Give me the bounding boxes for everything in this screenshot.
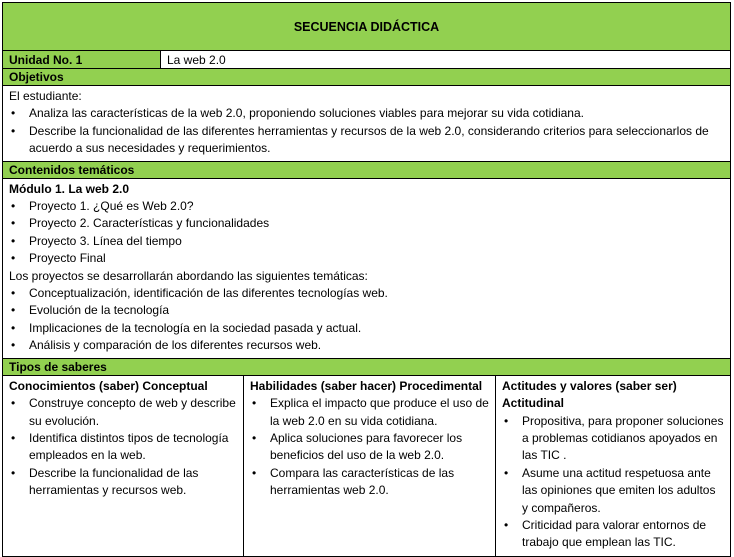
conceptual-list	[9, 395, 237, 499]
contenidos-body	[3, 179, 730, 359]
conceptual-column	[3, 376, 244, 556]
actitudinal-column	[496, 376, 730, 556]
document-title: SECUENCIA DIDÁCTICA	[3, 3, 730, 51]
objetivos-intro: El estudiante:	[9, 89, 82, 103]
unit-label: Unidad No. 1	[3, 51, 161, 68]
list-item: • Asume una actitud respetuosa ante las opiniones que emiten los adultos y compañeros.	[502, 465, 724, 517]
objetivos-body	[3, 86, 730, 162]
list-item: • Implicaciones de la tecnología en la sociedad pasada y actual.	[9, 320, 724, 337]
list-item: • Explica el impacto que produce el uso de la web 2.0 en su vida cotidiana.	[250, 395, 489, 430]
list-item: • Aplica soluciones para favorecer los beneficios del uso de la web 2.0.	[250, 430, 489, 465]
list-item: • Análisis y comparación de los diferentes recursos web.	[9, 337, 724, 354]
didactic-sequence-table	[2, 2, 731, 557]
unit-value: La web 2.0	[167, 53, 226, 67]
list-item: • Compara las características de las herramientas web 2.0.	[250, 465, 489, 500]
list-item: • Evolución de la tecnología	[9, 302, 724, 319]
actitudinal-title: Actitudes y valores (saber ser) Actitudinal	[502, 378, 677, 411]
objetivos-heading: Objetivos	[3, 69, 730, 86]
procedimental-list	[250, 395, 489, 499]
saberes-columns	[3, 376, 730, 556]
list-item: • Conceptualización, identificación de las diferentes tecnologías web.	[9, 285, 724, 302]
procedimental-column	[244, 376, 496, 556]
list-item: • Identifica distintos tipos de tecnología empleados en la web.	[9, 430, 237, 465]
procedimental-title: Habilidades (saber hacer) Procedimental	[250, 378, 483, 393]
list-item: • Proyecto 1. ¿Qué es Web 2.0?	[9, 198, 724, 215]
actitudinal-list	[502, 413, 724, 552]
projects-list	[9, 198, 724, 268]
contenidos-heading: Contenidos temáticos	[3, 162, 730, 179]
module-title: Módulo 1. La web 2.0	[9, 181, 130, 196]
list-item: • Propositiva, para proponer soluciones a problemas cotidianos apoyados en las TIC .	[502, 413, 724, 465]
list-item: • Proyecto 2. Características y funcionalidades	[9, 215, 724, 232]
unit-row	[3, 51, 730, 69]
list-item: • Describe la funcionalidad de las herramientas y recursos web.	[9, 465, 237, 500]
list-item: • Construye concepto de web y describe su evolución.	[9, 395, 237, 430]
list-item: • Criticidad para valorar entornos de trabajo que emplean las TIC.	[502, 517, 724, 552]
list-item: • Proyecto Final	[9, 250, 724, 267]
list-item: • Proyecto 3. Línea del tiempo	[9, 233, 724, 250]
list-item: • Analiza las características de la web 2.0, proponiendo soluciones viables para mejorar su vida cotidiana.	[9, 105, 724, 122]
topics-note: Los proyectos se desarrollarán abordando las siguientes temáticas:	[9, 268, 368, 283]
list-item: • Describe la funcionalidad de las diferentes herramientas y recursos de la web 2.0, considerando criterios para seleccionarlos de acuerdo a sus necesidades y requerimientos.	[9, 123, 724, 158]
saberes-heading: Tipos de saberes	[3, 359, 730, 376]
conceptual-title: Conocimientos (saber) Conceptual	[9, 378, 208, 393]
objetivos-list	[9, 105, 724, 157]
topics-list	[9, 285, 724, 355]
